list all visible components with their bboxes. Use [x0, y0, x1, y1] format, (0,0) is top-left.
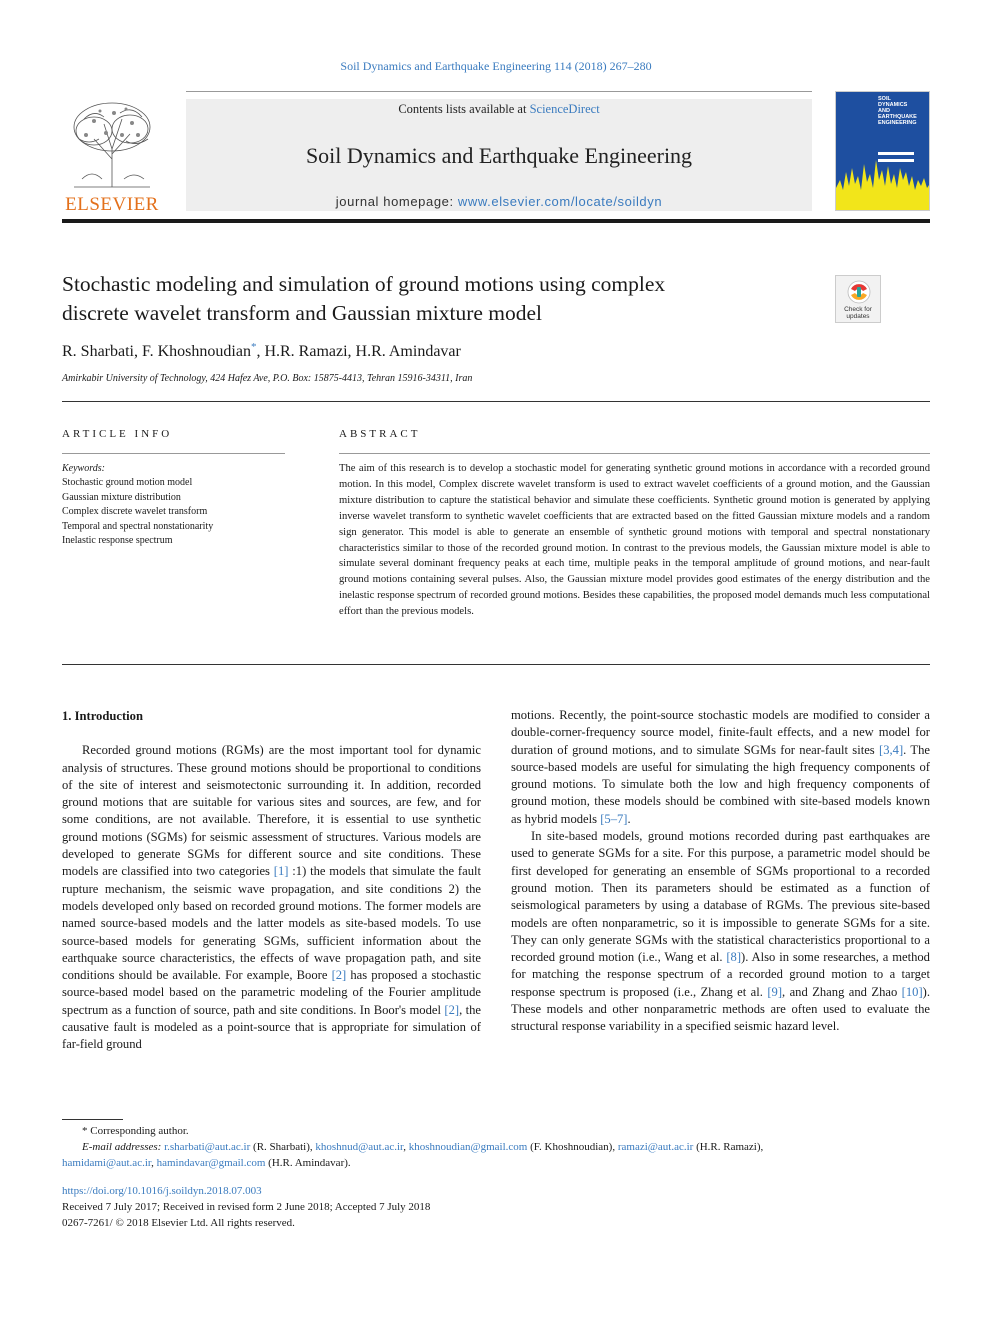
cover-seismogram-graphic: [836, 150, 930, 210]
abstract-heading: ABSTRACT: [339, 428, 421, 440]
text-run: . The source-based models are useful for simulating the high frequency components of ground motions. To simulate both the low and high frequency components of ground motion, these models should be combined with site-based models known as hybrid models: [511, 742, 930, 826]
email-link[interactable]: khoshnud@aut.ac.ir: [315, 1141, 404, 1153]
masthead-top-rule: [186, 91, 812, 92]
text-run: ,: [151, 1157, 157, 1169]
elsevier-wordmark: ELSEVIER: [65, 194, 159, 215]
article-title: [62, 270, 802, 328]
citation-link[interactable]: [2]: [331, 968, 347, 983]
email-addresses-cont: [62, 1155, 930, 1171]
citation-link[interactable]: [9]: [767, 984, 783, 999]
email-link[interactable]: hamindavar@gmail.com: [156, 1157, 266, 1169]
keywords-label: Keywords:: [62, 463, 105, 474]
text-run: has proposed a stochastic source-based model based on the parametric modeling of the Fourier amplitude spectrum as a function of source, path and site conditions. In Boor's model: [62, 968, 481, 1017]
text-run: ,: [403, 1141, 409, 1153]
author-affiliation: Amirkabir University of Technology, 424 Hafez Ave, P.O. Box: 15875-4413, Tehran 15916-34311, Iran: [62, 373, 473, 384]
citation-link[interactable]: [8]: [726, 950, 742, 965]
email-addresses: [62, 1139, 930, 1155]
text-run: motions. Recently, the point-source stochastic models are modified to consider a double-corner-frequency source model, finite-fault effects, and a new model for duration of ground motions, and to simulate SGMs for near-fault sites: [511, 708, 930, 757]
email-link[interactable]: hamidami@aut.ac.ir: [62, 1157, 152, 1169]
keyword-item: Gaussian mixture distribution: [62, 491, 181, 503]
authors-part: , H.R. Ramazi, H.R. Amindavar: [256, 343, 461, 360]
journal-masthead: [62, 91, 930, 215]
elsevier-logo[interactable]: [62, 99, 162, 215]
keyword-item: Temporal and spectral nonstationarity: [62, 520, 214, 532]
crossmark-label-line: updates: [846, 313, 870, 320]
article-info-heading: ARTICLE INFO: [62, 428, 173, 440]
cover-line: EARTHQUAKE: [878, 114, 917, 120]
keyword-item: Complex discrete wavelet transform: [62, 506, 208, 518]
cover-line: ENGINEERING: [878, 120, 917, 126]
header-divider: [62, 401, 930, 402]
contents-prefix: Contents lists available at: [398, 102, 530, 116]
citation-link[interactable]: [3,4]: [879, 742, 904, 757]
abstract-text: The aim of this research is to develop a stochastic model for generating synthetic ground motions in accordance with a recorded ground motion. In this model, Complex discrete wavelet transform is used to extract wavelet coefficients of a ground motion, and the Gaussian mixture distribution to capture the statistical behavior and simulate these coefficients. Synthetic ground motion is generated by applying inverse wavelet transform to synthetic wavelet coefficients that are extracted based on the fitted Gaussian mixture models and a random sign generator. This model is able to generate an ensemble of synthetic ground motions with temporal and spectral nonstationary characteristics similar to those of the recorded ground motion. In contrast to the previous models, the Gaussian mixture model is able to simulate several dominant frequency peaks at each time, multiple peaks in the temporal amplitude of ground motions, and near-fault ground motions containing several pulses. Also, the Gaussian mixture model provides good estimates of the energy distribution and the inelastic response spectrum of recorded ground motions. Besides these capabilities, the proposed model demands much less computational effort than the previous models.: [339, 463, 930, 618]
article-title-line: discrete wavelet transform and Gaussian mixture model: [62, 301, 543, 325]
author-list: [62, 341, 930, 361]
journal-title: Soil Dynamics and Earthquake Engineering: [305, 143, 693, 168]
sciencedirect-link[interactable]: ScienceDirect: [529, 102, 600, 116]
text-run: .: [627, 811, 631, 826]
cover-line: SOIL: [878, 96, 891, 102]
corresponding-author-note: * Corresponding author.: [82, 1125, 189, 1137]
text-run: (R. Sharbati),: [250, 1141, 316, 1153]
copyright-notice: 0267-7261/ © 2018 Elsevier Ltd. All rights reserved.: [62, 1217, 295, 1229]
body-column-right: [511, 707, 930, 1036]
contents-availability: [186, 102, 812, 117]
abstract-divider: [62, 664, 930, 665]
email-link[interactable]: ramazi@aut.ac.ir: [617, 1141, 694, 1153]
body-paragraph: [511, 828, 930, 1036]
journal-citation[interactable]: Soil Dynamics and Earthquake Engineering 114 (2018) 267–280: [340, 59, 652, 73]
masthead-center: [186, 99, 812, 211]
keyword-item: Stochastic ground motion model: [62, 477, 193, 489]
citation-link[interactable]: [1]: [273, 864, 289, 879]
text-run: ). Also in some researches, a method for matching the response spectrum of a recorded ground motion to a target response spectrum is proposed (i.e., Zhang et al.: [511, 950, 930, 999]
keywords-block: [62, 462, 302, 548]
text-run: ). These models and other nonparametric methods are often used to evaluate the structural response variability in a specified seismic hazard level.: [511, 984, 930, 1034]
journal-cover-thumbnail[interactable]: [835, 91, 930, 211]
elsevier-tree-icon: [64, 99, 160, 189]
corresponding-author-marker[interactable]: *: [250, 341, 257, 353]
text-run: , the causative fault is modeled as a point-source that is appropriate for simulation of far-field ground: [62, 1002, 482, 1052]
text-run: In site-based models, ground motions recorded during past earthquakes are used to generate SGMs for a site. For this purpose, a parametric model should be first developed for generating an ensemble of SGMs proportional to a recorded ground motion. Then its parameters should be estimated as a function of seismological parameters by using a database of RGMs. The previous site-based models are often nonparametric, so it is impossible to generate SGMs for a site. They can only generate SGMs with the statistical characteristics proportional to a recorded ground motion (i.e., Wang et al.: [511, 829, 930, 965]
body-column-left: [62, 707, 481, 1054]
homepage-link[interactable]: www.elsevier.com/locate/soildyn: [457, 194, 663, 209]
crossmark-icon: [847, 280, 871, 304]
crossmark-label: [836, 306, 880, 320]
check-for-updates-badge[interactable]: [835, 275, 881, 323]
text-run: , and Zhang and Zhao: [782, 984, 902, 999]
article-metadata: [62, 1183, 930, 1231]
text-run: Recorded ground motions (RGMs) are the most important tool for dynamic analysis of structures. These ground motions should be proportional to conditions of the site of interest and seismotectonic surrounding it. In addition, recorded ground motions that are suitable for various sites and sources, are few, and for some conditions, are not available. Therefore, it is essential to use synthetic ground motions (SGMs) for seismic assessment of structures. Various models are developed to generate SGMs for different source and site conditions. These models are classified into two categories: [62, 743, 481, 879]
homepage-prefix: journal homepage:: [335, 194, 458, 209]
authors-part: R. Sharbati, F. Khoshnoudian: [62, 343, 251, 360]
email-link[interactable]: khoshnoudian@gmail.com: [408, 1141, 528, 1153]
email-label: E-mail addresses:: [82, 1141, 165, 1153]
section-heading-introduction: 1. Introduction: [62, 709, 143, 723]
crossmark-label-line: Check for: [844, 306, 872, 313]
keyword-item: Inelastic response spectrum: [62, 535, 173, 547]
citation-link[interactable]: [5–7]: [600, 811, 628, 826]
text-run: (F. Khoshnoudian),: [527, 1141, 618, 1153]
footnote-rule: [62, 1119, 123, 1120]
cover-title: [878, 96, 928, 126]
text-run: (H.R. Ramazi),: [693, 1141, 764, 1153]
citation-link[interactable]: [2]: [444, 1002, 460, 1017]
journal-homepage: [186, 194, 812, 209]
text-run: (H.R. Amindavar).: [265, 1157, 351, 1169]
article-title-line: Stochastic modeling and simulation of ground motions using complex: [62, 272, 666, 296]
cover-line: AND: [878, 108, 890, 114]
body-paragraph: [511, 707, 930, 828]
cover-line: DYNAMICS: [878, 102, 908, 108]
doi-link[interactable]: https://doi.org/10.1016/j.soildyn.2018.07.003: [62, 1185, 262, 1197]
received-dates: Received 7 July 2017; Received in revised form 2 June 2018; Accepted 7 July 2018: [62, 1201, 431, 1213]
email-link[interactable]: r.sharbati@aut.ac.ir: [164, 1141, 251, 1153]
footnotes: [62, 1123, 930, 1171]
abstract-rule: [339, 453, 930, 454]
masthead-bottom-rule: [62, 219, 930, 223]
article-info-rule: [62, 453, 285, 454]
text-run: :1) the models that simulate the fault rupture mechanism, the seismic wave propagation, and site conditions 2) the models developed only based on recorded ground motions. The former models are named source-based models and the latter models as site-based models. To use source-based models for generating SGMs, sufficient information about the earthquake source characteristics, the effects of wave propagation path, and site conditions should be available. For example, Boore: [62, 864, 482, 983]
body-paragraph: [62, 742, 481, 1053]
citation-link[interactable]: [10]: [901, 984, 923, 999]
